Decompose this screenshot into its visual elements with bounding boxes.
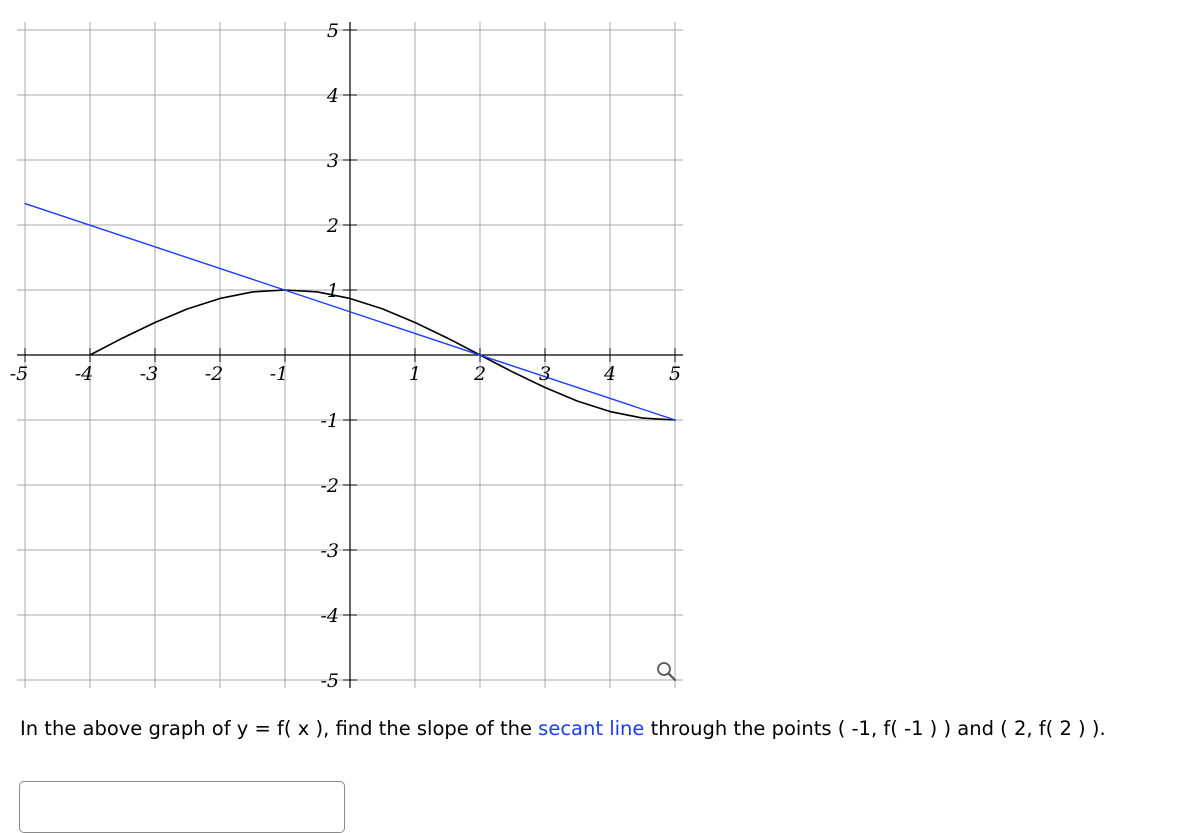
question-text <box>20 714 1185 743</box>
y-tick-label: -4 <box>320 605 339 627</box>
secant-line-link[interactable]: secant line <box>538 717 645 740</box>
graph-container <box>0 0 700 700</box>
x-tick-label: 1 <box>408 363 422 385</box>
x-tick-label: -5 <box>9 363 29 385</box>
x-tick-label: 3 <box>538 363 552 385</box>
y-tick-label: -5 <box>320 670 339 692</box>
question-text-before: In the above graph of y = f( x ), find the slope of the <box>20 717 539 740</box>
y-tick-label: 1 <box>326 280 339 302</box>
magnifier-icon[interactable] <box>654 660 680 686</box>
y-tick-label: -2 <box>320 475 339 497</box>
x-tick-label: -2 <box>204 363 224 385</box>
axes <box>17 22 683 688</box>
tick-labels <box>10 20 681 692</box>
y-tick-label: -1 <box>320 410 339 432</box>
x-tick-label: -1 <box>269 363 289 385</box>
answer-input[interactable] <box>19 781 345 833</box>
function-graph <box>0 0 700 700</box>
x-tick-label: -4 <box>74 363 94 385</box>
x-tick-label: 5 <box>668 363 682 385</box>
question-text-after: through the points ( -1, f( -1 ) ) and ( 2, f( 2 ) ). <box>644 717 1106 740</box>
x-tick-label: -3 <box>139 363 159 385</box>
y-tick-label: 3 <box>326 150 339 172</box>
y-tick-label: 4 <box>326 85 339 107</box>
y-tick-label: 5 <box>326 20 339 42</box>
x-tick-label: 4 <box>603 363 617 385</box>
x-tick-label: 2 <box>473 363 487 385</box>
y-tick-label: 2 <box>326 215 339 237</box>
y-tick-label: -3 <box>320 540 339 562</box>
